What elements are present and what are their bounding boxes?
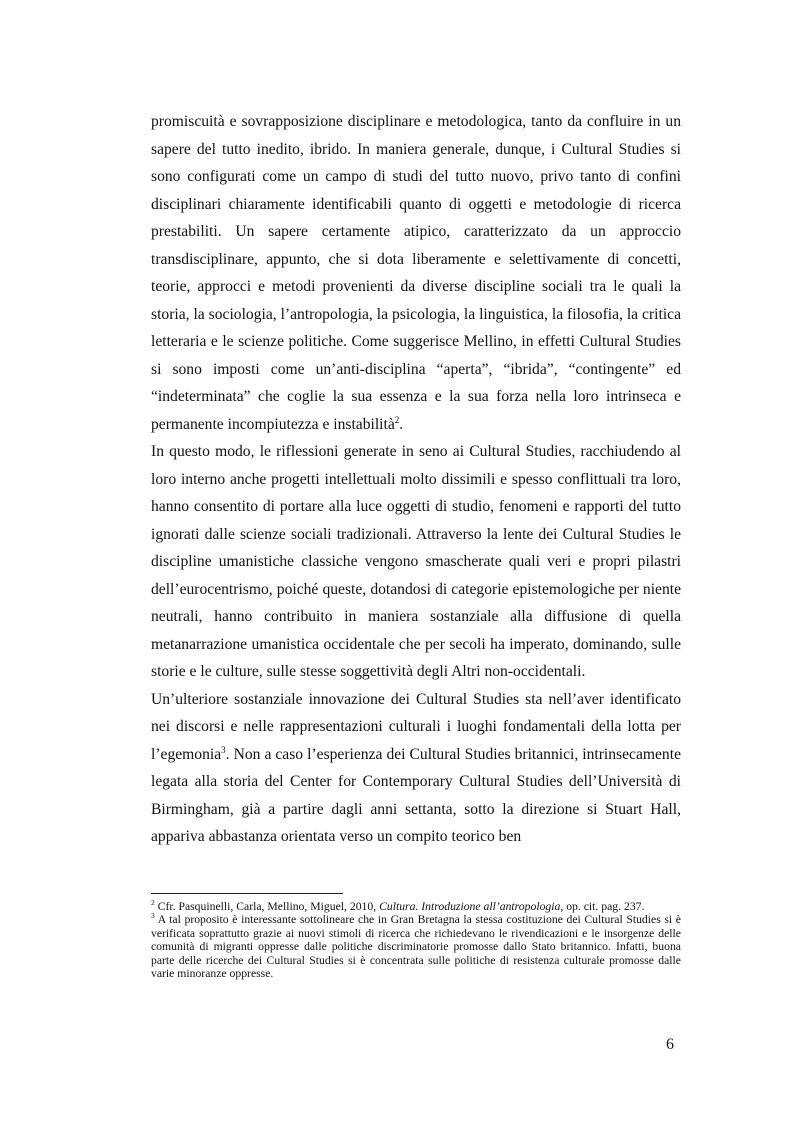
paragraph-1 xyxy=(151,108,681,438)
footnote-2-text: Cfr. Pasquinelli, Carla, Mellino, Miguel, 2010, xyxy=(154,900,380,913)
paragraph-3-text-rest: . Non a caso l’esperienza dei Cultural Studies britannici, intrinsecamente legata alla storia del Center for Contemporary Cultural Studies dell’Università di Birmingham, già a partire dagli anni settanta, sotto la direzione si Stuart Hall, appariva abbastanza orientata verso un compito teorico ben xyxy=(151,745,681,845)
footnote-2-title: Cultura. Introduzione all’antropologia xyxy=(379,900,561,913)
footnote-2-mark: 2 xyxy=(151,898,155,908)
footnote-3-mark: 3 xyxy=(151,911,155,921)
footnotes-section xyxy=(151,893,681,980)
footnote-ref-2[interactable]: 2 xyxy=(394,414,400,425)
paragraph-3 xyxy=(151,686,681,851)
footnote-3-text: A tal proposito è interessante sottolineare che in Gran Bretagna la stessa costituzione dei Cultural Studies si è verificata soprattutto grazie ai nuovi stimoli di ricerca che richiedevano le rivendicazioni e le insorgenze delle comunità di migranti oppresse dalle politiche discriminatorie promosse dallo Stato britannico. Infatti, buona parte delle ricerche dei Cultural Studies si è concentrata sulle politiche di resistenza culturale promosse dalle varie minoranze oppresse. xyxy=(151,913,681,981)
paragraph-1-end: . xyxy=(399,415,404,433)
footnote-2-citation: , op. cit. pag. 237. xyxy=(560,900,645,913)
paragraph-2-text: In questo modo, le riflessioni generate in seno ai Cultural Studies, racchiudendo al loro interno anche progetti intellettuali molto dissimili e spesso conflittuali tra loro, hanno consentito di portare alla luce oggetti di studio, fenomeni e rapporti del tutto ignorati dalle scienze sociali tradizionali. Attraverso la lente dei Cultural Studies le discipline umanistiche classiche vengono smascherate quali veri e propri pilastri dell’eurocentrismo, poiché queste, dotandosi di categorie epistemologiche per niente neutrali, hanno contribuito in maniera sostanziale alla diffusione di quella metanarrazione umanistica occidentale che per secoli ha imperato, dominando, sulle storie e le culture, sulle stesse soggettività degli Altri non-occidentali. xyxy=(151,443,681,680)
paragraph-1-text: promiscuità e sovrapposizione disciplinare e metodologica, tanto da confluire in un sapere del tutto inedito, ibrido. In maniera generale, dunque, i Cultural Studies si sono configurati come un campo di studi del tutto nuovo, privo tanto di confini disciplinari chiaramente identificabili quanto di oggetti e metodologie di ricerca prestabiliti. Un sapere certamente atipico, caratterizzato da un approccio transdisciplinare, appunto, che si dota liberamente e selettivamente di concetti, teorie, approcci e metodi provenienti da diverse discipline sociali tra le quali la storia, la sociologia, l’antropologia, la psicologia, la linguistica, la filosofia, la critica letteraria e le scienze politiche. Come suggerisce Mellino, in effetti Cultural Studies si sono imposti come un’anti-disciplina “aperta”, “ibrida”, “contingente” ed “indeterminata” che coglie la sua essenza e la sua forza nella loro intrinseca e permanente incompiutezza e instabilità xyxy=(151,113,681,433)
page-number: 6 xyxy=(666,1036,674,1053)
paragraph-3-text-start: Un’ulteriore sostanziale innovazione dei Cultural Studies sta nell’aver identificato nei discorsi e nelle rappresentazioni culturali i luoghi fondamentali della lotta per l’egemonia xyxy=(151,690,681,763)
footnote-ref-3[interactable]: 3 xyxy=(221,744,226,755)
footnote-3 xyxy=(151,913,681,980)
paragraph-2 xyxy=(151,438,681,686)
footnote-separator xyxy=(151,893,343,894)
footnote-2 xyxy=(151,900,681,913)
page-body xyxy=(151,108,681,851)
